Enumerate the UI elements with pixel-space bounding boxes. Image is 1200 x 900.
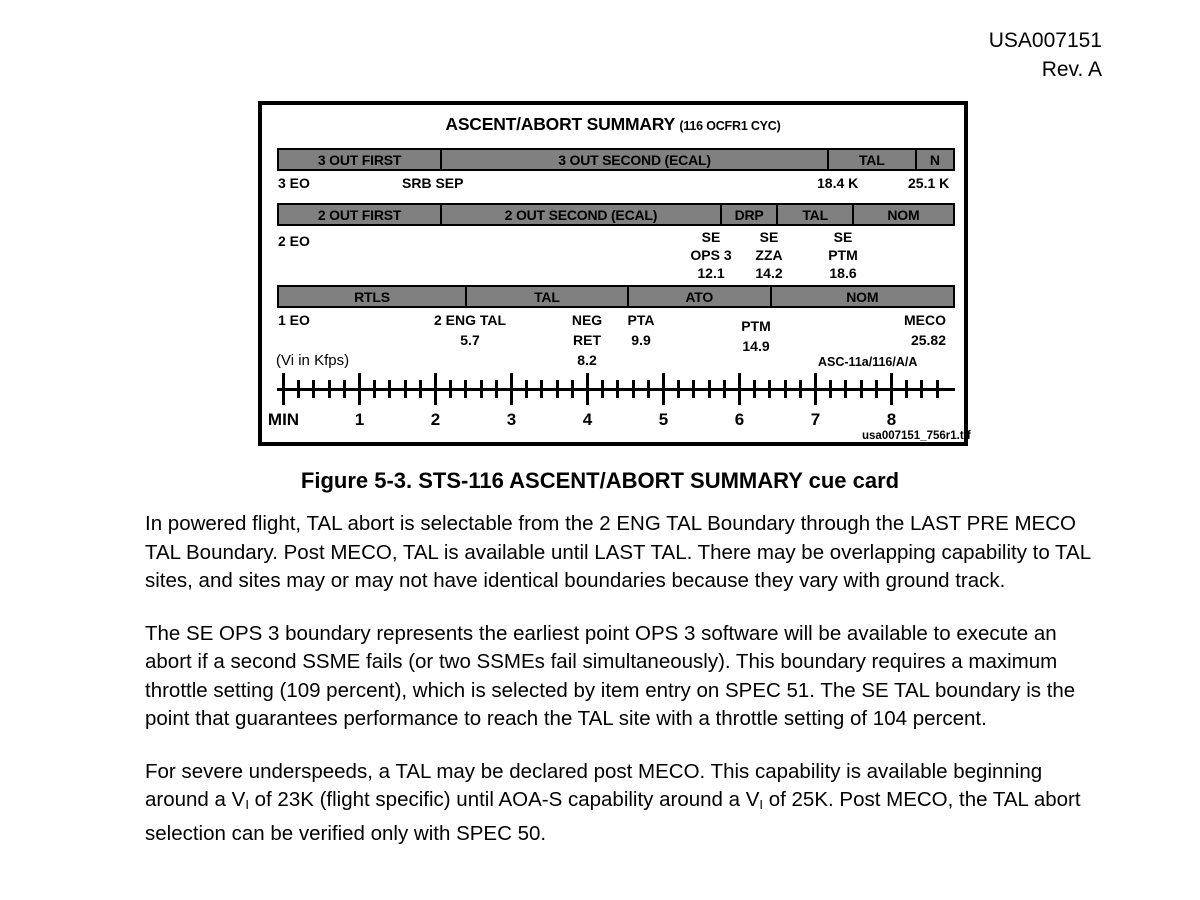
bar-row-1eo (277, 285, 955, 308)
scale-tick-label: MIN (267, 410, 300, 429)
label-meco: MECO (904, 312, 946, 328)
document-revision: Rev. A (1041, 58, 1102, 81)
scale-tick-minor (404, 380, 407, 398)
segment-rtls: RTLS (279, 287, 467, 306)
bar-row-2eo (277, 203, 955, 226)
paragraph-3 (145, 758, 1105, 849)
scale-tick-major (586, 373, 589, 405)
scale-tick-minor (905, 380, 908, 398)
label-neg-ret-value: 8.2 (577, 352, 597, 368)
label-se-ops3-line2: OPS 3 (690, 247, 732, 263)
scale-tick-minor (556, 380, 559, 398)
scale-tick-minor (540, 380, 543, 398)
segment-drp: DRP (722, 205, 779, 224)
scale-tick-minor (312, 380, 315, 398)
scale-tick-major (738, 373, 741, 405)
bar-row-3eo (277, 148, 955, 171)
scale-tick-minor (784, 380, 787, 398)
label-2-eng-tal-value: 5.7 (460, 332, 480, 348)
label-chart-id: ASC-11a/116/A/A (818, 355, 918, 369)
label-neg-ret-line1: NEG (571, 312, 603, 328)
scale-tick-major (282, 373, 285, 405)
scale-tick-minor (480, 380, 483, 398)
scale-tick-minor (829, 380, 832, 398)
segment-2eo-nom: NOM (854, 205, 953, 224)
paragraph-3-sub1: I (245, 797, 249, 812)
scale-tick-label: 8 (886, 410, 897, 429)
label-neg-ret-line2: RET (573, 332, 601, 348)
paragraph-3-part2: of 23K (flight specific) until AOA-S capability around a V (248, 788, 760, 811)
scale-tick-label: 3 (506, 410, 517, 429)
scale-tick-minor (632, 380, 635, 398)
paragraph-3-part1: For severe underspeeds, a TAL may be declared post MECO. This capability is available beginning around a V (145, 759, 1043, 811)
segment-3eo-tal: TAL (829, 150, 917, 169)
label-2-eng-tal: 2 ENG TAL (433, 312, 507, 328)
figure-title (262, 114, 964, 135)
scale-tick-label: 7 (810, 410, 821, 429)
scale-tick-label: 1 (354, 410, 365, 429)
segment-2eo-tal: TAL (778, 205, 853, 224)
scale-tick-minor (419, 380, 422, 398)
scale-tick-minor (647, 380, 650, 398)
label-vi-units: (Vi in Kfps) (276, 352, 350, 369)
scale-tick-minor (677, 380, 680, 398)
label-ptm: PTM (741, 318, 771, 334)
scale-tick-minor (388, 380, 391, 398)
paragraph-3-part3: of 25K. Post MECO, the TAL abort selection can be verified only with SPEC 50. (145, 788, 1081, 845)
label-ptm-value: 14.9 (742, 338, 770, 354)
scale-tick-minor (495, 380, 498, 398)
velocity-time-scale (277, 370, 955, 410)
scale-tick-minor (692, 380, 695, 398)
segment-2-out-first: 2 OUT FIRST (279, 205, 442, 224)
scale-tick-minor (525, 380, 528, 398)
scale-tick-major (434, 373, 437, 405)
scale-tick-major (358, 373, 361, 405)
segment-2-out-second-ecal: 2 OUT SECOND (ECAL) (442, 205, 722, 224)
label-2eo: 2 EO (278, 233, 310, 249)
figure-title-sub: (116 OCFR1 CYC) (679, 119, 781, 133)
scale-tick-minor (449, 380, 452, 398)
scale-tick-label: 6 (734, 410, 745, 429)
document-number: USA007151 (988, 29, 1102, 52)
label-se-zza-value: 14.2 (755, 265, 783, 281)
body-text (145, 510, 1105, 872)
scale-tick-minor (464, 380, 467, 398)
label-se-zza-line1: SE (759, 229, 779, 245)
label-se-ptm-line1: SE (833, 229, 853, 245)
scale-tick-minor (571, 380, 574, 398)
paragraph-3-sub2: I (759, 797, 764, 812)
segment-3-out-second-ecal: 3 OUT SECOND (ECAL) (442, 150, 829, 169)
scale-tick-label: 4 (582, 410, 593, 429)
scale-tick-major (814, 373, 817, 405)
label-meco-value: 25.82 (910, 332, 946, 348)
scale-tick-minor (708, 380, 711, 398)
scale-tick-minor (920, 380, 923, 398)
scale-tick-minor (373, 380, 376, 398)
segment-1eo-nom: NOM (772, 287, 953, 306)
scale-tick-minor (297, 380, 300, 398)
scale-tick-minor (343, 380, 346, 398)
image-filename: usa007151_756r1.tif (862, 430, 971, 442)
scale-tick-minor (844, 380, 847, 398)
scale-tick-minor (616, 380, 619, 398)
scale-labels (267, 410, 955, 434)
scale-tick-label: 2 (430, 410, 441, 429)
figure-ascent-abort-summary (258, 101, 968, 446)
scale-tick-minor (875, 380, 878, 398)
segment-3-out-first: 3 OUT FIRST (279, 150, 442, 169)
figure-title-main: ASCENT/ABORT SUMMARY (445, 114, 675, 134)
scale-tick-major (510, 373, 513, 405)
paragraph-1: In powered flight, TAL abort is selectable from the 2 ENG TAL Boundary through the LAST PRE MECO TAL Boundary. Post MECO, TAL is available until LAST TAL. There may be overlapping capability to TAL sites, and sites may or may not have identical boundaries because they vary with ground track. (145, 512, 1091, 592)
scale-tick-minor (753, 380, 756, 398)
label-se-zza-line2: ZZA (755, 247, 783, 263)
scale-tick-minor (936, 380, 939, 398)
scale-tick-minor (328, 380, 331, 398)
scale-tick-major (662, 373, 665, 405)
segment-3eo-n: N (917, 150, 953, 169)
scale-tick-minor (799, 380, 802, 398)
label-se-ops3-line1: SE (701, 229, 721, 245)
label-1eo: 1 EO (278, 312, 310, 328)
scale-tick-minor (601, 380, 604, 398)
label-se-ops3-value: 12.1 (697, 265, 725, 281)
label-se-ptm-line2: PTM (828, 247, 858, 263)
scale-tick-minor (723, 380, 726, 398)
label-pta: PTA (627, 312, 655, 328)
segment-ato: ATO (629, 287, 772, 306)
document-header (989, 26, 1102, 84)
scale-tick-label: 5 (658, 410, 669, 429)
segment-1eo-tal: TAL (467, 287, 629, 306)
label-srb-sep: SRB SEP (402, 175, 464, 191)
paragraph-2: The SE OPS 3 boundary represents the earliest point OPS 3 software will be available to execute an abort if a second SSME fails (or two SSMEs fail simultaneously). This boundary requires a maximum throttle setting (109 percent), which is selected by item entry on SPEC 51. The SE TAL boundary is the point that guarantees performance to reach the TAL site with a throttle setting of 104 percent. (145, 621, 1076, 730)
scale-tick-minor (860, 380, 863, 398)
figure-caption: Figure 5-3. STS-116 ASCENT/ABORT SUMMARY cue card (300, 468, 900, 493)
scale-tick-major (890, 373, 893, 405)
label-pta-value: 9.9 (631, 332, 651, 348)
scale-tick-minor (768, 380, 771, 398)
label-3eo: 3 EO (278, 175, 310, 191)
label-se-ptm-value: 18.6 (829, 265, 857, 281)
label-3eo-18-4k: 18.4 K (817, 175, 859, 191)
label-3eo-25-1k: 25.1 K (908, 175, 950, 191)
